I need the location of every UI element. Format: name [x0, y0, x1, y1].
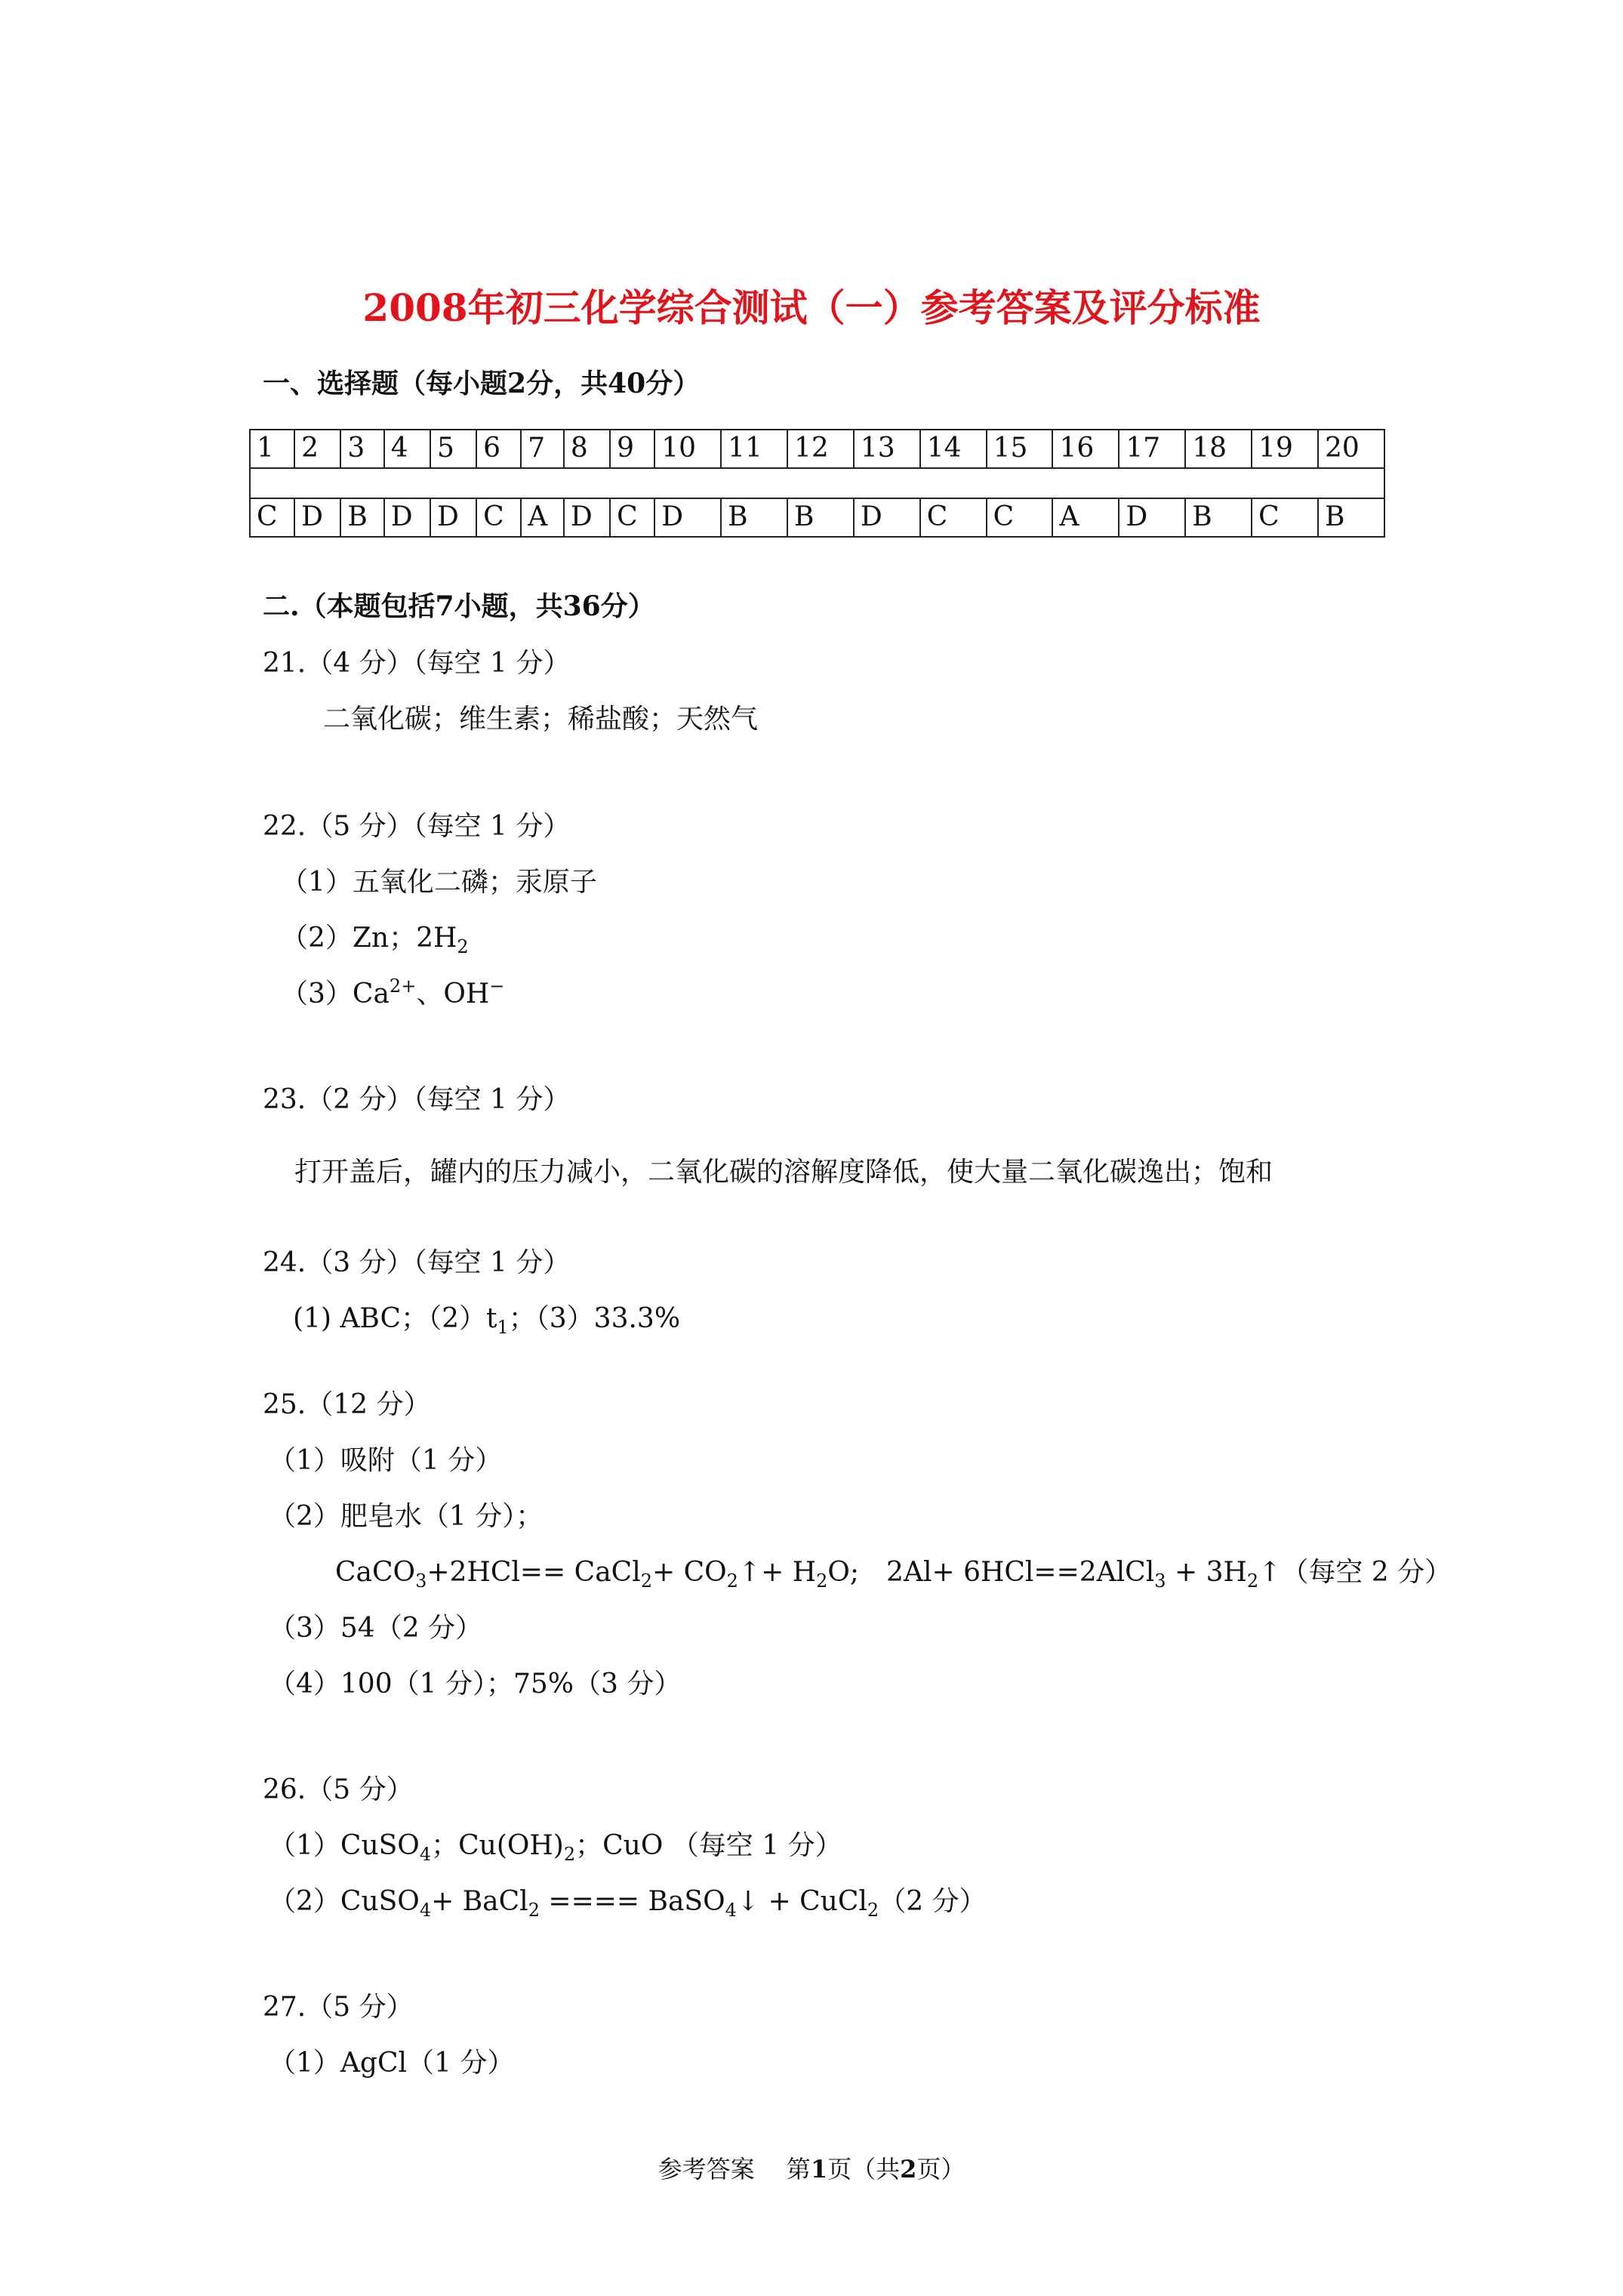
question-number: 17	[1119, 430, 1185, 468]
q22-part2: （2）Zn；$2H_2$	[281, 923, 469, 957]
question-number: 15	[987, 430, 1053, 468]
question-number: 6	[476, 430, 521, 468]
answer-cell: D	[430, 498, 476, 537]
answer-cell: D	[854, 498, 920, 537]
section-1-heading: 一、选择题（每小题2分，共40分）	[263, 368, 701, 399]
answer-cell: A	[1052, 498, 1119, 537]
answer-table-number-row	[250, 430, 1384, 468]
answer-cell: D	[1119, 498, 1185, 537]
question-number: 11	[721, 430, 787, 468]
q26-part2: （2）CuSO$_4$+ BaCl$_2$ ==== BaSO$_4$↓ + CuCl$_2$（2 分）	[269, 1886, 987, 1921]
q22-part1: （1）五氧化二磷；汞原子	[281, 867, 597, 898]
q25-part3: （3）54（2 分）	[269, 1613, 483, 1644]
answer-cell: C	[250, 498, 294, 537]
q25-part4: （4）100（1 分）；75%（3 分）	[269, 1669, 682, 1700]
q27-heading: 27.（5 分）	[263, 1992, 414, 2023]
answer-cell: B	[1185, 498, 1252, 537]
answer-table	[249, 429, 1385, 538]
q21-heading: 21.（4 分）（每空 1 分）	[263, 648, 571, 679]
question-number: 5	[430, 430, 476, 468]
section-2-heading: 二.（本题包括7小题，共36分）	[263, 590, 655, 622]
answer-cell: C	[920, 498, 987, 537]
answer-cell: B	[1318, 498, 1384, 537]
answer-cell: B	[787, 498, 854, 537]
q26-part1: （1）CuSO$_4$；$Cu(OH)_2$；CuO （每空 1 分）	[269, 1830, 842, 1865]
q25-equations: CaCO$_3$+2HCl== CaCl$_2$+ $CO_2↑+ H_2O$; 2Al+ 6HCl==2AlCl$_3$ + $3H_2↑$（每空 2 分）	[335, 1557, 1452, 1592]
answer-cell: C	[476, 498, 521, 537]
answer-table-answer-row	[250, 498, 1384, 537]
q25-part2: （2）肥皂水（1 分）；	[269, 1501, 544, 1532]
q21-answer: 二氧化碳；维生素；稀盐酸；天然气	[323, 704, 759, 735]
question-number: 16	[1052, 430, 1119, 468]
question-number: 13	[854, 430, 920, 468]
answer-cell: A	[521, 498, 564, 537]
answer-cell: D	[294, 498, 340, 537]
q22-part3: $(3)Ca^{2+}$、OH−	[281, 975, 505, 1009]
q26-heading: 26.（5 分）	[263, 1774, 414, 1805]
q25-part1: （1）吸附（1 分）	[269, 1445, 503, 1476]
answer-cell: C	[987, 498, 1053, 537]
q23-heading: 23.（2 分）（每空 1 分）	[263, 1084, 571, 1115]
answer-cell: D	[384, 498, 430, 537]
question-number: 19	[1252, 430, 1318, 468]
question-number: 4	[384, 430, 430, 468]
question-number: 12	[787, 430, 854, 468]
answer-cell: D	[654, 498, 721, 537]
question-number: 2	[294, 430, 340, 468]
answer-cell: C	[1252, 498, 1318, 537]
question-number: 7	[521, 430, 564, 468]
page-title: 2008年初三化学综合测试（一）参考答案及评分标准	[362, 285, 1261, 330]
q25-heading: 25.（12 分）	[263, 1389, 431, 1420]
question-number: 9	[610, 430, 654, 468]
answer-cell: D	[564, 498, 610, 537]
q22-heading: 22.（5 分）（每空 1 分）	[263, 811, 571, 842]
question-number: 10	[654, 430, 721, 468]
q24-heading: 24.（3 分）（每空 1 分）	[263, 1247, 571, 1278]
question-number: 3	[340, 430, 383, 468]
answer-cell: B	[340, 498, 383, 537]
question-number: 20	[1318, 430, 1384, 468]
q23-answer: 打开盖后，罐内的压力减小，二氧化碳的溶解度降低，使大量二氧化碳逸出；饱和	[294, 1157, 1273, 1188]
answer-cell: B	[721, 498, 787, 537]
question-number: 8	[564, 430, 610, 468]
question-number: 18	[1185, 430, 1252, 468]
page-footer: 参考答案 第1页（共2页）	[658, 2155, 965, 2184]
q24-answer: (1) ABC；$(2)t_1$；（3）33.3%	[293, 1303, 681, 1338]
q27-part1: （1）AgCl（1 分）	[269, 2048, 515, 2079]
question-number: 14	[920, 430, 987, 468]
answer-cell: C	[610, 498, 654, 537]
question-number: 1	[250, 430, 294, 468]
